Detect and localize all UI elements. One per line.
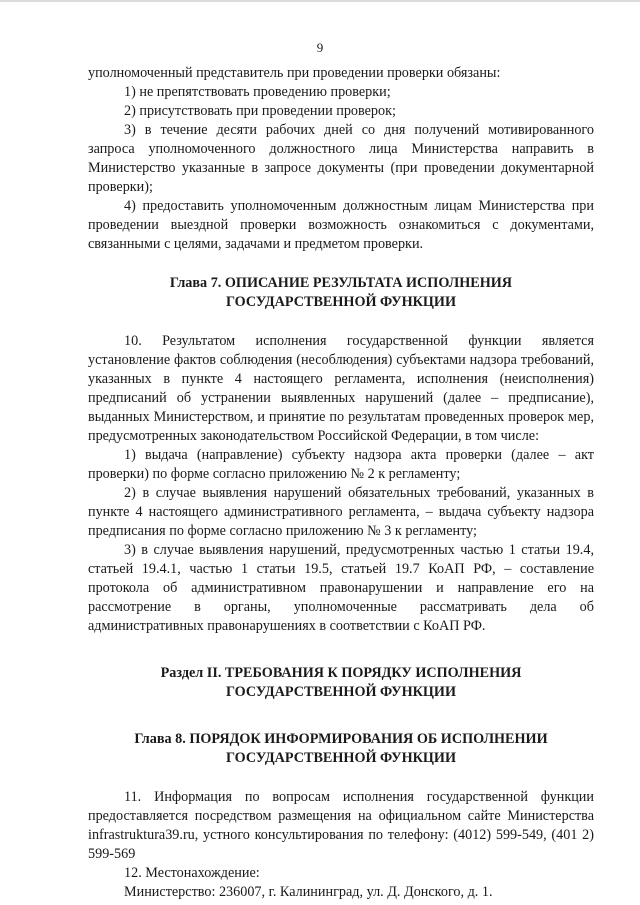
chapter-7-title-line-1: Глава 7. ОПИСАНИЕ РЕЗУЛЬТАТА ИСПОЛНЕНИЯ	[169, 275, 513, 291]
obligation-item-2: 2) присутствовать при проведении проверок;	[124, 103, 396, 119]
chapter-8-title-line-2: ГОСУДАРСТВЕННОЙ ФУНКЦИИ	[225, 750, 457, 766]
page-content	[88, 64, 594, 902]
obligation-item-3: 3) в течение десяти рабочих дней со дня получений мотивированного запроса уполномоченного должностного лица Министерства направить в Министерство указанные в запросе документы (при проведении документарной проверки);	[88, 122, 594, 195]
section-2-title-line-2: ГОСУДАРСТВЕННОЙ ФУНКЦИИ	[225, 684, 457, 700]
page-number: 9	[316, 40, 324, 55]
scan-edge	[0, 0, 640, 2]
intro-line: уполномоченный представитель при проведении проверки обязаны:	[88, 65, 501, 81]
paragraph-12: 12. Местонахождение:	[124, 865, 260, 881]
paragraph-11: 11. Информация по вопросам исполнения государственной функции предоставляется посредством размещения на официальном сайте Министерства infrastruktura39.ru, устного консультирования по телефону: (4012) 599-549, (401 2) 599-569	[88, 789, 594, 862]
result-item-3: 3) в случае выявления нарушений, предусмотренных частью 1 статьи 19.4, статьей 19.4.1, частью 1 статьи 19.5, статьей 19.7 КоАП РФ, – составление протокола об административном правонарушении и направление его на рассмотрение в органы, уполномоченные рассматривать дела об административных правонарушениях в соответствии с КоАП РФ.	[88, 542, 594, 634]
paragraph-10: 10. Результатом исполнения государственной функции является установление фактов соблюдения (несоблюдения) субъектами надзора требований, указанных в пункте 4 настоящего регламента, исполнения (неисполнения) предписаний об устранении выявленных нарушений (далее – предписание), выданных Министерством, и принятие по результатам проведенных проверок мер, предусмотренных законодательством Российской Федерации, в том числе:	[88, 333, 594, 444]
obligation-item-4: 4) предоставить уполномоченным должностным лицам Министерства при проведении выездной проверки возможность ознакомиться с документами, связанными с целями, задачами и предметом проверки.	[88, 198, 594, 252]
chapter-7-title-line-2: ГОСУДАРСТВЕННОЙ ФУНКЦИИ	[225, 294, 457, 310]
section-2-title-line-1: Раздел II. ТРЕБОВАНИЯ К ПОРЯДКУ ИСПОЛНЕНИЯ	[160, 665, 522, 681]
obligation-item-1: 1) не препятствовать проведению проверки;	[124, 84, 391, 100]
result-item-1: 1) выдача (направление) субъекту надзора акта проверки (далее – акт проверки) по форме согласно приложению № 2 к регламенту;	[88, 447, 594, 482]
ministry-address: Министерство: 236007, г. Калининград, ул. Д. Донского, д. 1.	[124, 884, 493, 900]
result-item-2: 2) в случае выявления нарушений обязательных требований, указанных в пункте 4 настоящего административного регламента, – выдача субъекту надзора предписания по форме согласно приложению № 3 к регламенту;	[88, 485, 594, 539]
chapter-8-title-line-1: Глава 8. ПОРЯДОК ИНФОРМИРОВАНИЯ ОБ ИСПОЛНЕНИИ	[134, 731, 548, 747]
